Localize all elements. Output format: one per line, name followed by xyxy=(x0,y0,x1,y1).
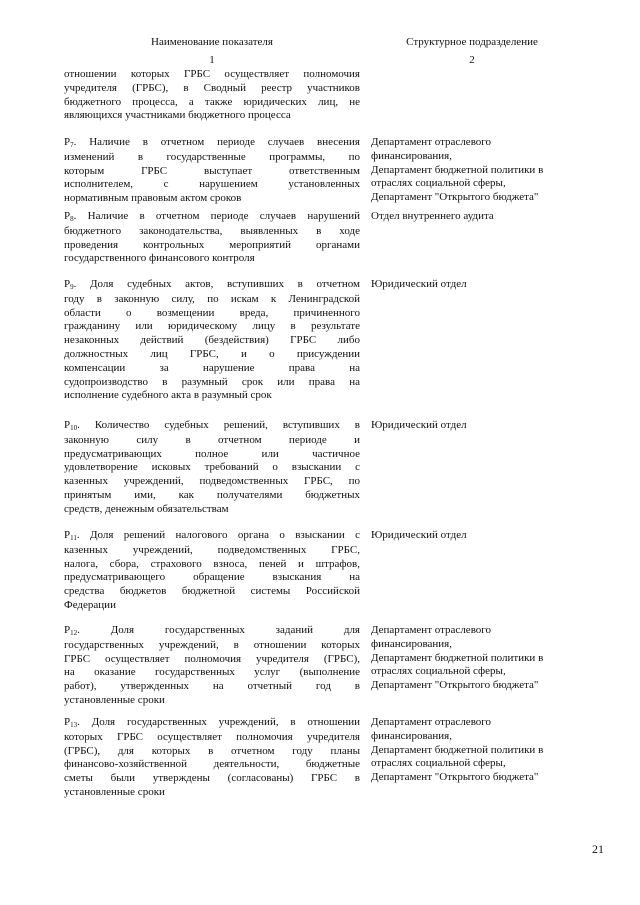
indicator-line: проведения контрольных мероприятий органами xyxy=(64,238,360,251)
department-line: отраслях социальной сферы, xyxy=(371,757,506,770)
indicator-line: предусматривающего обращение взыскания на xyxy=(64,571,360,584)
indicator-line xyxy=(64,716,360,731)
indicator-line: незаконных действий (бездействия) ГРБС либо xyxy=(64,334,360,347)
indicator-code: P xyxy=(64,529,71,541)
indicator-line: компенсации за нарушение права на xyxy=(64,361,360,374)
indicator-cell-p11 xyxy=(64,529,360,613)
indicator-text: . Доля решений налогового органа о взыскании с xyxy=(76,529,360,541)
indicator-line xyxy=(64,529,360,544)
indicator-line: году в законную силу, по искам к Ленинградской xyxy=(64,292,360,305)
indicator-code-subscript: 11 xyxy=(70,534,77,542)
indicator-cell-p10 xyxy=(64,419,360,517)
indicator-code: P xyxy=(64,210,71,222)
department-cell-p10 xyxy=(371,419,579,433)
department-line: Департамент "Открытого бюджета" xyxy=(371,771,539,784)
indicator-line: Федерации xyxy=(64,598,116,611)
department-cell-p9 xyxy=(371,278,579,292)
department-cell-p7 xyxy=(371,136,579,205)
indicator-line: должностных лиц ГРБС, и о присуждении xyxy=(64,347,360,360)
indicator-line xyxy=(64,278,360,293)
indicator-code-subscript: 10 xyxy=(70,424,78,432)
indicator-line: области о возмещении вреда, причиненного xyxy=(64,306,360,319)
department-line: финансирования, xyxy=(371,637,452,650)
indicator-line: изменений в государственные программы, по xyxy=(64,150,360,163)
indicator-line xyxy=(64,624,360,639)
indicator-code-subscript: 13 xyxy=(70,721,78,729)
indicator-code-subscript: 12 xyxy=(70,629,78,637)
indicator-cell-p9 xyxy=(64,278,360,403)
indicator-line: учредителя (ГРБС), в Сводный реестр участников xyxy=(64,81,360,94)
indicator-line: работ), утвержденных на отчетный год в xyxy=(64,680,360,693)
department-line: отраслях социальной сферы, xyxy=(371,177,506,190)
indicator-code-subscript: 9 xyxy=(70,283,74,291)
indicator-line: финансово-хозяйственной деятельности, бюджетные xyxy=(64,758,360,771)
department-line: Департамент бюджетной политики в xyxy=(371,743,544,756)
page-number: 21 xyxy=(592,842,604,856)
indicator-text: . Доля государственных заданий для xyxy=(77,624,360,636)
indicator-code: P xyxy=(64,716,71,728)
indicator-line: исполнение судебного акта в разумный срок xyxy=(64,389,272,402)
col1-number: 1 xyxy=(209,54,215,66)
indicator-line: законную силу в отчетном периоде и xyxy=(64,433,360,446)
indicator-cell-p13 xyxy=(64,716,360,800)
indicator-text: . Доля государственных учреждений, в отношении xyxy=(77,716,360,728)
indicator-line xyxy=(64,210,360,225)
department-line: Юридический отдел xyxy=(371,529,467,541)
indicator-line: исполнителем, с нарушением установленных xyxy=(64,178,360,191)
indicator-line: государственного финансового контроля xyxy=(64,252,255,265)
indicator-line: судопроизводство в разумный срок или права на xyxy=(64,375,360,388)
department-line: финансирования, xyxy=(371,149,452,162)
indicator-line: предусматривающих полное или частичное xyxy=(64,447,360,460)
indicator-line: нормативным правовым актом сроков xyxy=(64,192,242,205)
indicator-text: . Наличие в отчетном периоде случаев нарушений xyxy=(73,210,360,222)
department-cell-p12 xyxy=(371,624,579,693)
department-line: Департамент "Открытого бюджета" xyxy=(371,679,539,692)
indicator-text: . Количество судебных решений, вступивших в xyxy=(77,419,360,431)
indicator-line: на оказание государственных услуг (выполнение xyxy=(64,666,360,679)
indicator-line: гражданину или юридическому лицу в результате xyxy=(64,320,360,333)
department-cell-p13 xyxy=(371,716,579,785)
indicator-code: P xyxy=(64,624,71,636)
indicator-cell-p12 xyxy=(64,624,360,708)
indicator-code: P xyxy=(64,136,71,148)
indicator-line: налога, сбора, страхового взноса, пеней и штрафов, xyxy=(64,557,360,570)
indicator-text: . Доля судебных актов, вступивших в отчетном xyxy=(73,278,360,290)
department-line: финансирования, xyxy=(371,729,452,742)
department-line: Отдел внутреннего аудита xyxy=(371,210,494,222)
indicator-line: установленные сроки xyxy=(64,785,165,798)
indicator-line: установленные сроки xyxy=(64,693,165,706)
indicator-code: P xyxy=(64,419,71,431)
indicator-line: являющихся участниками бюджетного процесса xyxy=(64,109,291,122)
department-line: Департамент отраслевого xyxy=(371,624,492,636)
indicator-code-subscript: 7 xyxy=(70,141,74,149)
col1-header: Наименование показателя xyxy=(151,36,273,48)
department-line: Департамент отраслевого xyxy=(371,716,492,728)
indicator-cell-p7 xyxy=(64,136,360,206)
indicator-line: казенных учреждений, подведомственных ГРБС, xyxy=(64,543,360,556)
department-cell-p11 xyxy=(371,529,579,543)
indicator-line xyxy=(64,136,360,151)
indicator-line: которым ГРБС выступает ответственным xyxy=(64,164,360,177)
col2-header: Структурное подразделение xyxy=(406,36,538,48)
department-line: отраслях социальной сферы, xyxy=(371,665,506,678)
col2-number: 2 xyxy=(469,54,475,66)
indicator-line: (ГРБС), для которых в отчетном году планы xyxy=(64,744,360,757)
department-line: Департамент отраслевого xyxy=(371,136,492,148)
department-line: Департамент "Открытого бюджета" xyxy=(371,191,539,204)
indicator-cell-p8 xyxy=(64,210,360,266)
indicator-code-subscript: 8 xyxy=(70,215,74,223)
department-line: Департамент бюджетной политики в xyxy=(371,651,544,664)
indicator-line: средства бюджетов бюджетной системы Российской xyxy=(64,585,360,598)
indicator-line: государственных учреждений, в отношении которых xyxy=(64,638,360,651)
department-line: Юридический отдел xyxy=(371,419,467,431)
indicator-line: средств, денежным обязательствам xyxy=(64,502,229,515)
indicator-line: ГРБС осуществляет полномочия учредителя (ГРБС), xyxy=(64,652,360,665)
indicator-line: которых ГРБС осуществляет полномочия учредителя xyxy=(64,730,360,743)
indicator-line xyxy=(64,419,360,434)
indicator-line: сметы были утверждены (согласованы) ГРБС в xyxy=(64,772,360,785)
indicator-line: принятым ими, как получателями бюджетных xyxy=(64,488,360,501)
indicator-text: . Наличие в отчетном периоде случаев внесения xyxy=(73,136,360,148)
indicator-line: отношении которых ГРБС осуществляет полномочия xyxy=(64,68,360,80)
indicator-line: бюджетного процесса, а также юридических лиц, не xyxy=(64,95,360,108)
indicator-code: P xyxy=(64,278,71,290)
department-cell-p8 xyxy=(371,210,579,224)
indicator-line: казенных учреждений, подведомственных ГРБС, по xyxy=(64,475,360,488)
department-line: Департамент бюджетной политики в xyxy=(371,163,544,176)
indicator-line: удовлетворение исковых требований о взыскании с xyxy=(64,461,360,474)
department-line: Юридический отдел xyxy=(371,278,467,290)
indicator-cell-cont xyxy=(64,68,360,123)
indicator-line: бюджетного законодательства, выявленных в ходе xyxy=(64,224,360,237)
